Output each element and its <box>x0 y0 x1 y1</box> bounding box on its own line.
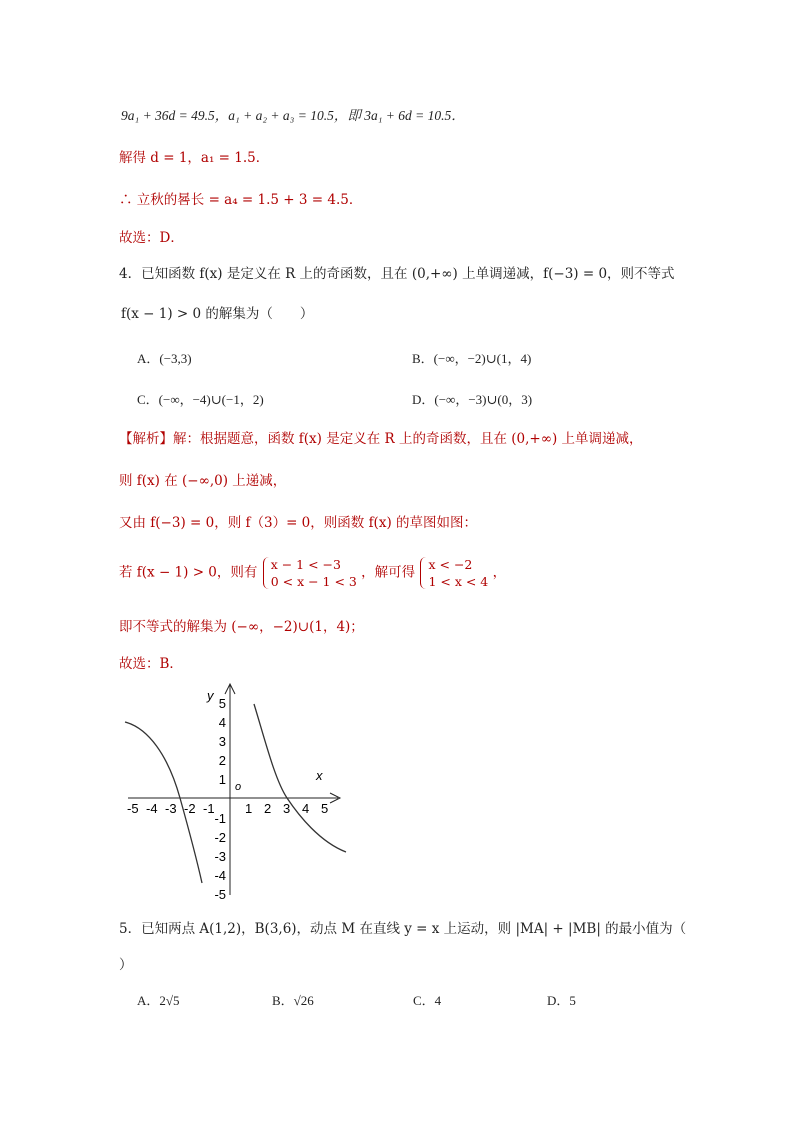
option-d[interactable]: D．(−∞，−3)∪(0，3) <box>412 392 533 407</box>
question-4-stem: 4．已知函数 f(x) 是定义在 R 上的奇函数，且在 (0,+∞) 上单调递减，f(−3) = 0，则不等式 <box>119 266 675 282</box>
option-b[interactable]: B．(−∞，−2)∪(1，4) <box>412 351 532 366</box>
solution-text-3: 又由 f(−3) = 0，则 f（3）= 0，则函数 f(x) 的草图如图： <box>119 515 477 531</box>
solution-text-5: 即不等式的解集为 (−∞，−2)∪(1，4)； <box>119 619 364 635</box>
answer-line: 故选：D． <box>119 230 184 246</box>
function-graph <box>120 680 360 905</box>
y-tick-label: 2 <box>218 753 226 768</box>
y-tick-label: 3 <box>218 734 226 749</box>
x-tick-label: -5 <box>127 801 139 816</box>
solution-intro <box>119 430 643 448</box>
solution-text-1: 解：根据题意，函数 f(x) 是定义在 R 上的奇函数，且在 (0,+∞) 上单调递减， <box>173 431 643 447</box>
solution-text-2: 则 f(x) 在 (−∞,0) 上递减， <box>119 473 287 489</box>
y-tick-label: -3 <box>214 849 226 864</box>
x-tick-label: 2 <box>264 801 272 816</box>
y-tick-labels <box>214 696 226 902</box>
y-tick-label: 1 <box>218 772 226 787</box>
y-tick-label: -4 <box>214 868 226 883</box>
x-tick-label: -3 <box>165 801 177 816</box>
option-c[interactable]: C．(−∞，−4)∪(−1，2) <box>137 392 264 407</box>
x-tick-label: -1 <box>203 801 215 816</box>
solution-text-4 <box>119 556 506 590</box>
curve-right-branch <box>254 704 346 852</box>
q5-option-a[interactable]: A．2√5 <box>137 993 180 1008</box>
x-tick-label: 1 <box>245 801 253 816</box>
q5-option-b[interactable]: B．√26 <box>272 993 314 1008</box>
solution-answer: 故选：B． <box>119 656 183 672</box>
y-axis-label: y <box>207 688 214 703</box>
system-1-line-2: 0 < x − 1 < 3 <box>270 574 357 589</box>
x-tick-label: 3 <box>283 801 291 816</box>
solution-line-result: ∴ 立秋的晷长 = a₄ = 1.5 + 3 = 4.5． <box>119 192 363 208</box>
q5-option-c[interactable]: C．4 <box>413 993 442 1008</box>
origin-label: o <box>235 781 242 793</box>
inequality-system-1 <box>262 556 357 590</box>
x-tick-label: -4 <box>146 801 158 816</box>
x-tick-label: -2 <box>184 801 196 816</box>
x-axis-label: x <box>316 768 323 783</box>
y-tick-label: 4 <box>218 715 226 730</box>
question-5-stem: 5．已知两点 A(1,2)，B(3,6)，动点 M 在直线 y = x 上运动，则 |MA| + |MB| 的最小值为（ <box>119 921 687 937</box>
question-5-stem-cont: ） <box>119 957 133 973</box>
solution-solve-text: ，解可得 <box>361 564 416 581</box>
solution-line-equation: 9a₁ + 36d = 49.5，a₁ + a₂ + a₃ = 10.5，即 3a₁ + 6d = 10.5． <box>121 108 465 123</box>
system-2-line-1: x < −2 <box>428 557 473 572</box>
solution-line-solve: 解得 d = 1，a₁ = 1.5． <box>119 150 270 166</box>
y-tick-label: 5 <box>218 696 226 711</box>
x-tick-label: 5 <box>321 801 329 816</box>
option-a[interactable]: A．(−3,3) <box>137 351 192 366</box>
system-2-line-2: 1 < x < 4 <box>428 574 489 589</box>
y-tick-label: -5 <box>214 887 226 902</box>
system-1-line-1: x − 1 < −3 <box>270 557 341 572</box>
y-tick-label: -2 <box>214 830 226 845</box>
solution-comma: ， <box>492 564 507 581</box>
inequality-system-2 <box>419 556 488 590</box>
y-tick-label: -1 <box>214 811 226 826</box>
q5-option-d[interactable]: D．5 <box>547 993 576 1008</box>
solution-condition: 若 f(x − 1) > 0，则有 <box>119 564 258 581</box>
x-tick-label: 4 <box>302 801 310 816</box>
question-4-stem-cont: f(x − 1) > 0 的解集为（ ） <box>121 306 314 322</box>
analysis-tag: 【解析】 <box>119 431 173 447</box>
